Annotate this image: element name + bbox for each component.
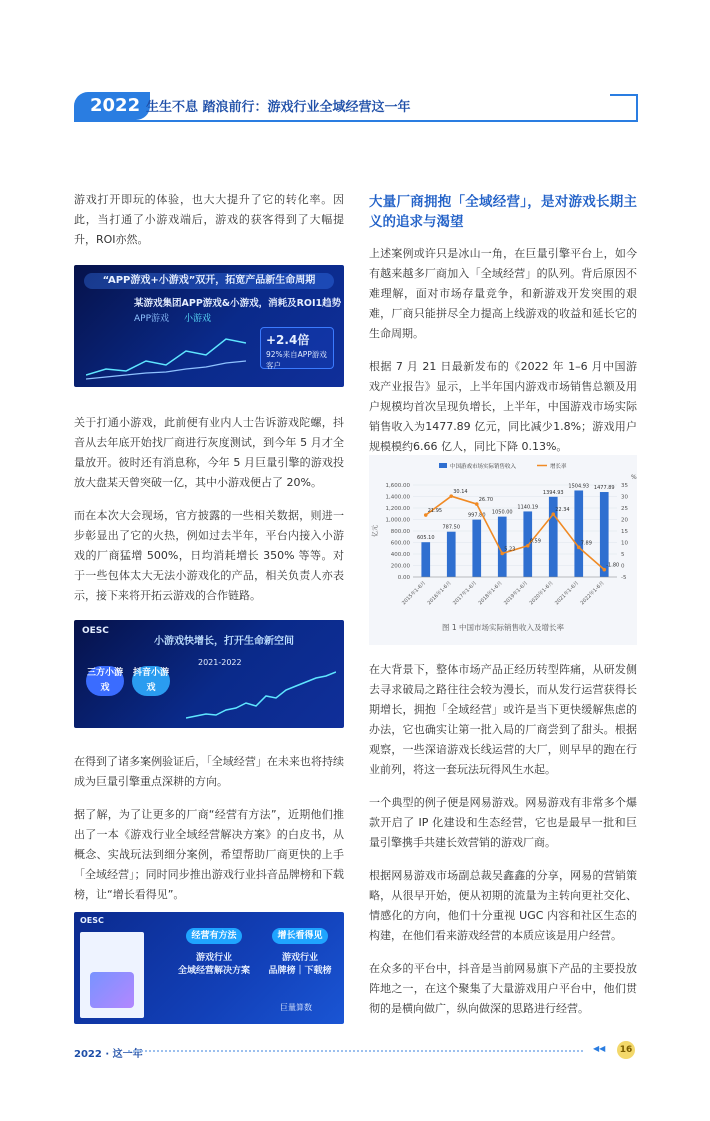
- paragraph: 在大背景下，整体市场产品正经历转型阵痛，从研发侧去寻求破局之路往往会较为漫长，而从发行运营获得长期增长，拥抱「全域经营」或许是当下更快缓解焦虑的办法，它也确实让第一批入局的厂商尝到了甜头。根据观察，一些深谙游戏长线运营的大厂，则早早的跑在行业前列，将这一套玩法玩得风生水起。: [369, 663, 637, 776]
- app-minigame-image: [74, 265, 344, 387]
- header-corner-ornament: [610, 94, 638, 122]
- tag-method: 经营有方法: [186, 928, 242, 944]
- x-tick-label: 2015年1-6月: [401, 580, 428, 607]
- y-right-tick-label: 25: [621, 506, 628, 512]
- pill-third-party: 三方小游戏: [86, 666, 124, 696]
- paragraph: 在得到了诸多案例验证后，「全域经营」在未来也将持续成为巨量引擎重点深耕的方向。: [74, 755, 344, 788]
- stat-note: 92%来自APP游戏客户: [266, 350, 327, 370]
- legend-minigame: 小游戏: [184, 314, 212, 324]
- legend-app: APP游戏: [134, 314, 170, 324]
- bar-data-label: 1394.93: [542, 489, 564, 496]
- footer-brand: 2022 · 这一年: [74, 1049, 143, 1060]
- x-tick-label: 2017年1-6月: [452, 580, 479, 607]
- paragraph: 关于打通小游戏，此前便有业内人士告诉游戏陀螺，抖音从去年底开始找厂商进行灰度测试，到今年 5 月才全量放开。彼时还有消息称，今年 5 月巨量引擎的游戏投放大盘某天曾突破一亿，其中小游戏便占了 20%。: [74, 416, 344, 489]
- paragraph: 而在本次大会现场，官方披露的一些相关数据，则进一步彰显出了它的火热，例如过去半年，平台内接入小游戏的厂商猛增 500%，日均消耗增长 350% 等等。对于一些包体太大无法小游戏化的产品，相关负责人亦表示，接下来将开拓云游戏的合作链路。: [74, 509, 344, 602]
- bar-data-label: 1504.93: [568, 483, 590, 490]
- left-block-2: [74, 413, 344, 619]
- y-tick-label: 1,200.00: [385, 506, 410, 512]
- legend-label-line: 增长率: [550, 464, 567, 470]
- paragraph: 根据网易游戏市场副总裁吴鑫鑫的分享，网易的营销策略，从很早开始，便从初期的流量为主转向更社交化、情感化的方向，他们十分重视 UGC 内容和社区生态的构建，在他们看来游戏经营的本质应该是用户经营。: [369, 869, 637, 942]
- revenue-chart: [369, 455, 637, 645]
- x-tick-label: 2016年1-6月: [426, 580, 453, 607]
- paragraph: 在众多的平台中，抖音是当前网易旗下产品的主要投放阵地之一，在这个聚集了大量游戏用户平台中，他们贯彻的是横向做广，纵向做深的思路进行经营。: [369, 962, 637, 1015]
- tag-growth: 增长看得见: [272, 928, 328, 944]
- bar: [421, 542, 430, 577]
- whitepaper-title: 游戏行业 全域经营解决方案: [177, 953, 250, 976]
- x-tick-label: 2021年1-6月: [554, 580, 581, 607]
- header-rule: [74, 120, 636, 122]
- paragraph: 一个典型的例子便是网易游戏。网易游戏有非常多个爆款开启了 IP 化建设和生态经营，它也是最早一批和巨量引擎携手共建长效营销的游戏厂商。: [369, 796, 637, 849]
- legend-label-bar: 中国游戏市场实际销售收入: [450, 464, 517, 470]
- paragraph: 据了解，为了让更多的厂商“经营有方法”，近期他们推出了一本《游戏行业全域经营解决方案》的白皮书，从概念、实战玩法到细分案例，希望帮助厂商更快的上手「全域经营」；同时同步推出游戏行业抖音品牌榜和下载榜，让“增长看得见”。: [74, 808, 344, 901]
- legend-swatch-bar: [439, 463, 447, 468]
- y-tick-label: 800.00: [390, 529, 410, 535]
- x-tick-label: 2022年1-6月: [579, 580, 606, 607]
- y-right-tick-label: -5: [621, 575, 627, 581]
- x-tick-label: 2019年1-6月: [503, 580, 530, 607]
- bar-data-label: 1477.89: [593, 485, 615, 492]
- bar-data-label: 1140.19: [517, 504, 539, 511]
- ranking-title: 游戏行业 品牌榜｜下载榜: [268, 953, 332, 976]
- bar-data-label: 787.50: [442, 524, 460, 531]
- bar: [447, 532, 456, 577]
- year-badge: 2022: [74, 92, 150, 120]
- y-axis-label: 亿元: [372, 524, 379, 538]
- y-right-tick-label: 10: [621, 540, 628, 547]
- growth-data-label: 8.59: [529, 538, 541, 545]
- y-tick-label: 1,400.00: [385, 494, 410, 501]
- right-block-2: [369, 660, 637, 1032]
- y-tick-label: 1,000.00: [385, 517, 410, 524]
- y-right-axis-label: %: [631, 474, 637, 481]
- page-number: 16: [617, 1041, 635, 1059]
- left-block-3: [74, 752, 344, 918]
- paragraph: 根据 7 月 21 日最新发布的《2022 年 1–6 月中国游戏产业报告》显示，上半年国内游戏市场销售总额及用户规模均首次呈现负增长，上半年，中国游戏市场实际销售收入为1477.89 亿元，同比减少1.8%；游戏用户规模模约6.66 亿人，同比下降 0.13%。: [369, 360, 637, 453]
- bar-data-label: 605.10: [417, 535, 435, 542]
- y-right-tick-label: 35: [621, 483, 628, 489]
- growth-data-label: 26.70: [478, 497, 494, 504]
- section-heading: 大量厂商拥抱「全域经营」，是对游戏长期主义的追求与渴望: [369, 194, 637, 230]
- pill-douyin: 抖音小游戏: [132, 666, 170, 696]
- page-header-title: 生生不息 踏浪前行：游戏行业全域经营这一年: [146, 100, 411, 115]
- minigame-growth-image: [74, 620, 344, 728]
- image-title: “APP游戏+小游戏”双开，拓宽产品新生命周期: [84, 273, 334, 289]
- growth-graphic: [186, 668, 336, 722]
- growth-data-label: 21.95: [427, 508, 443, 515]
- bar-data-label: 997.80: [468, 512, 486, 519]
- image-year: 2021-2022: [198, 658, 242, 667]
- y-right-tick-label: 0: [621, 563, 625, 570]
- footer-arrow-icon: ◀◀: [593, 1044, 606, 1053]
- growth-data-label: 30.14: [453, 489, 468, 496]
- y-tick-label: 1,600.00: [385, 483, 410, 489]
- left-block-1: [74, 190, 344, 263]
- bar: [472, 520, 481, 577]
- growth-data-label: -1.80: [606, 562, 620, 569]
- image-brand: OESC: [82, 626, 109, 636]
- image-brand: OESC: [80, 916, 104, 925]
- bar-data-label: 1050.00: [491, 509, 513, 516]
- y-tick-label: 600.00: [390, 540, 410, 547]
- image-title: 小游戏快增长，打开生命新空间: [154, 636, 294, 647]
- right-block-1: [369, 192, 637, 470]
- y-right-tick-label: 15: [621, 529, 628, 535]
- y-right-tick-label: 5: [621, 552, 625, 558]
- x-tick-label: 2020年1-6月: [528, 580, 555, 607]
- stat-value: +2.4倍: [266, 333, 310, 347]
- trend-graphic: [86, 325, 246, 381]
- y-right-tick-label: 20: [621, 517, 628, 524]
- paragraph: 游戏打开即玩的体验，也大大提升了它的转化率。因此，当打通了小游戏端后，游戏的获客得到了大幅提升，ROI亦然。: [74, 193, 344, 246]
- bar: [574, 490, 583, 577]
- y-tick-label: 400.00: [390, 552, 410, 558]
- y-tick-label: 200.00: [390, 563, 410, 570]
- whitepaper-image: [74, 912, 344, 1024]
- image-subtitle: 某游戏集团APP游戏&小游戏，消耗及ROI1趋势: [134, 298, 342, 309]
- chart-caption: 图 1 中国市场实际销售收入及增长率: [441, 623, 565, 632]
- y-right-tick-label: 30: [621, 494, 628, 501]
- whitepaper-cover: [80, 932, 144, 1018]
- chart-svg: [369, 455, 637, 645]
- growth-data-label: 5.23: [504, 546, 516, 553]
- footer-dotted-rule: [128, 1050, 583, 1052]
- growth-data-label: 22.34: [555, 507, 570, 514]
- y-tick-label: 0.00: [397, 575, 410, 581]
- image-logo: 巨量算数: [280, 1003, 312, 1012]
- x-tick-label: 2018年1-6月: [477, 580, 504, 607]
- paragraph: 上述案例或许只是冰山一角，在巨量引擎平台上，如今有越来越多厂商加入「全域经营」的队列。背后原因不难理解，面对市场存量竞争，和新游戏开发突围的艰难，厂商只能拼尽全力提高上线游戏的收益和延长它的生命周期。: [369, 247, 637, 340]
- growth-data-label: 7.89: [580, 540, 592, 547]
